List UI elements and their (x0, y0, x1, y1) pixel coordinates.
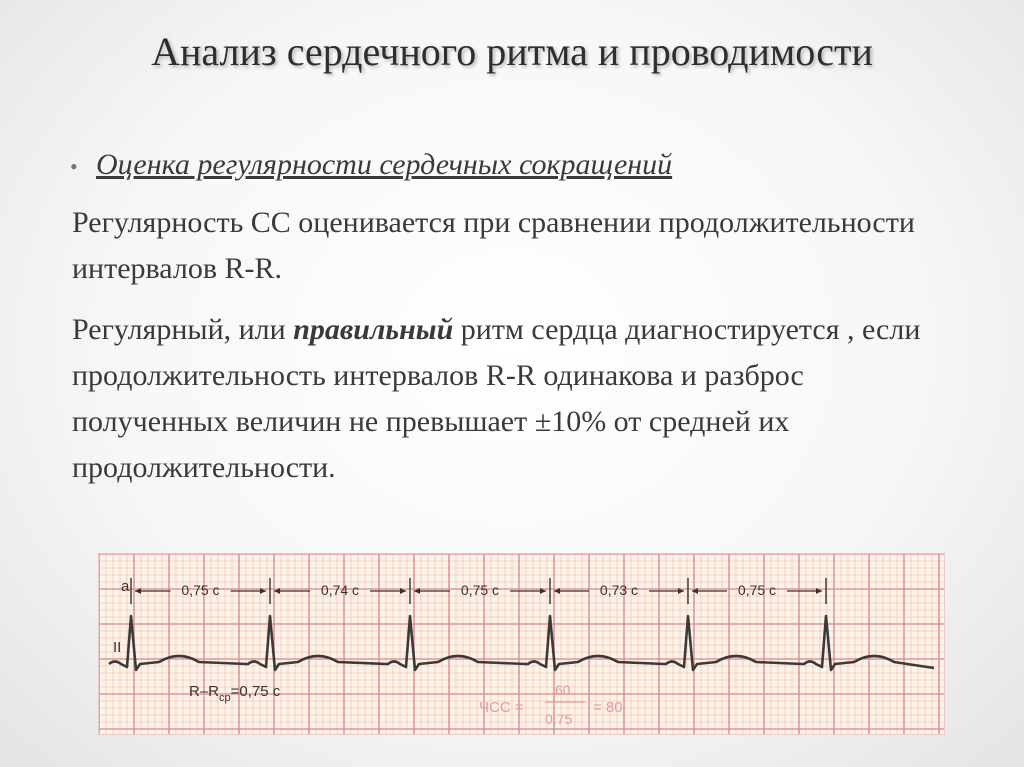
hr-denominator: 0,75 (545, 711, 573, 727)
heart-rate-formula (479, 682, 623, 727)
hr-numerator: 60 (555, 682, 571, 698)
bullet-subheading: Оценка регулярности сердечных сокращений (96, 148, 673, 181)
para2-text-end: ритм сердца диагностируется , если продолжительность интервалов R-R одинакова и разброс полученных величин не превышает ±10% от средней их продолжительности. (72, 313, 921, 484)
rr-interval-label: 0,74 с (320, 582, 360, 598)
paragraph-regular-rhythm (72, 307, 952, 491)
rr-sub: ср (219, 692, 231, 704)
slide-title: Анализ сердечного ритма и проводимости (151, 29, 873, 74)
rr-value: =0,75 с (230, 683, 281, 700)
rr-interval-label: 0,75 с (460, 582, 500, 598)
lead-a-label: a (121, 578, 130, 595)
hr-result: = 80 (593, 699, 623, 716)
lead-ii-label: II (113, 639, 122, 656)
rr-label: R–R (189, 683, 220, 700)
para2-text-start: Регулярный, или (72, 313, 294, 346)
ecg-strip (99, 554, 944, 734)
paragraph-regularity: Регулярность СС оценивается при сравнении продолжительности интервалов R-R. (72, 206, 915, 285)
rr-interval-label: 0,75 с (737, 582, 777, 598)
rr-interval-label: 0,73 с (599, 582, 639, 598)
ecg-figure (98, 553, 945, 735)
bullet-dot-icon: • (70, 154, 78, 180)
rr-interval-label: 0,75 с (181, 582, 220, 598)
bullet-item (70, 148, 672, 182)
hr-label: ЧСС = (479, 699, 524, 716)
para2-emphasis: правильный (293, 313, 454, 346)
